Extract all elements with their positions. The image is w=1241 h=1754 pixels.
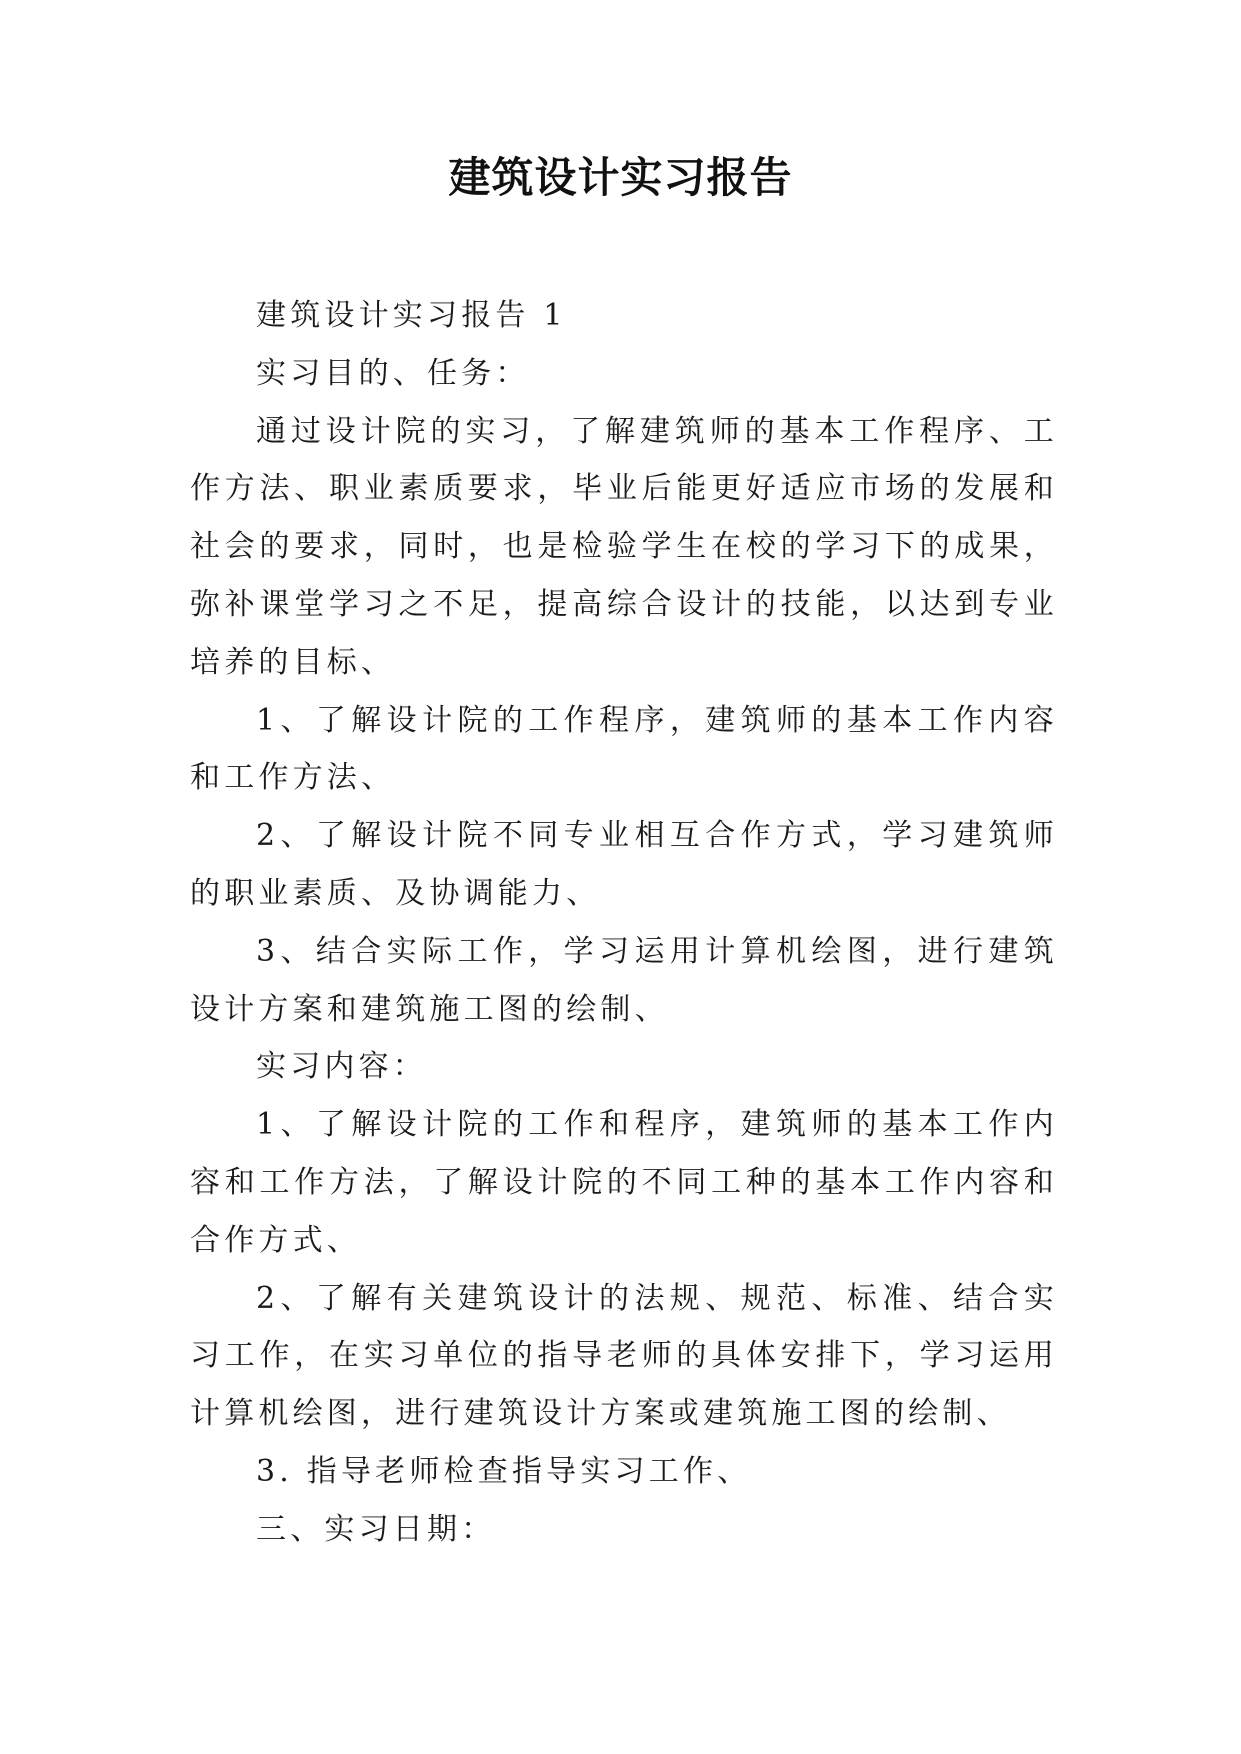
list-item: 3、结合实际工作，学习运用计算机绘图，进行建筑设计方案和建筑施工图的绘制、: [190, 933, 1058, 1027]
subheading-dates: 三、实习日期：: [256, 1511, 496, 1547]
list-item: 1、了解设计院的工作和程序，建筑师的基本工作内容和工作方法，了解设计院的不同工种的基本工作内容和合作方式、: [190, 1107, 1058, 1258]
subheading-purpose: 实习目的、任务：: [256, 355, 530, 391]
document-title: 建筑设计实习报告: [448, 153, 793, 202]
subheading-content: 实习内容：: [256, 1049, 427, 1085]
list-item: 1、了解设计院的工作程序，建筑师的基本工作内容和工作方法、: [190, 702, 1058, 796]
list-item: 2、了解设计院不同专业相互合作方式，学习建筑师的职业素质、及协调能力、: [190, 818, 1058, 911]
list-item: 2、了解有关建筑设计的法规、规范、标准、结合实习工作，在实习单位的指导老师的具体安排下，学习运用计算机绘图，进行建筑设计方案或建筑施工图的绘制、: [190, 1280, 1058, 1432]
paragraph: 通过设计院的实习，了解建筑师的基本工作程序、工作方法、职业素质要求，毕业后能更好适应市场的发展和社会的要求，同时，也是检验学生在校的学习下的成果，弥补课堂学习之不足，提高综合设计的技能，以达到专业培养的目标、: [190, 413, 1058, 680]
section-heading: 建筑设计实习报告 1: [256, 298, 567, 333]
document-body: [190, 287, 1058, 1559]
list-item: 3. 指导老师检查指导实习工作、: [256, 1453, 752, 1489]
